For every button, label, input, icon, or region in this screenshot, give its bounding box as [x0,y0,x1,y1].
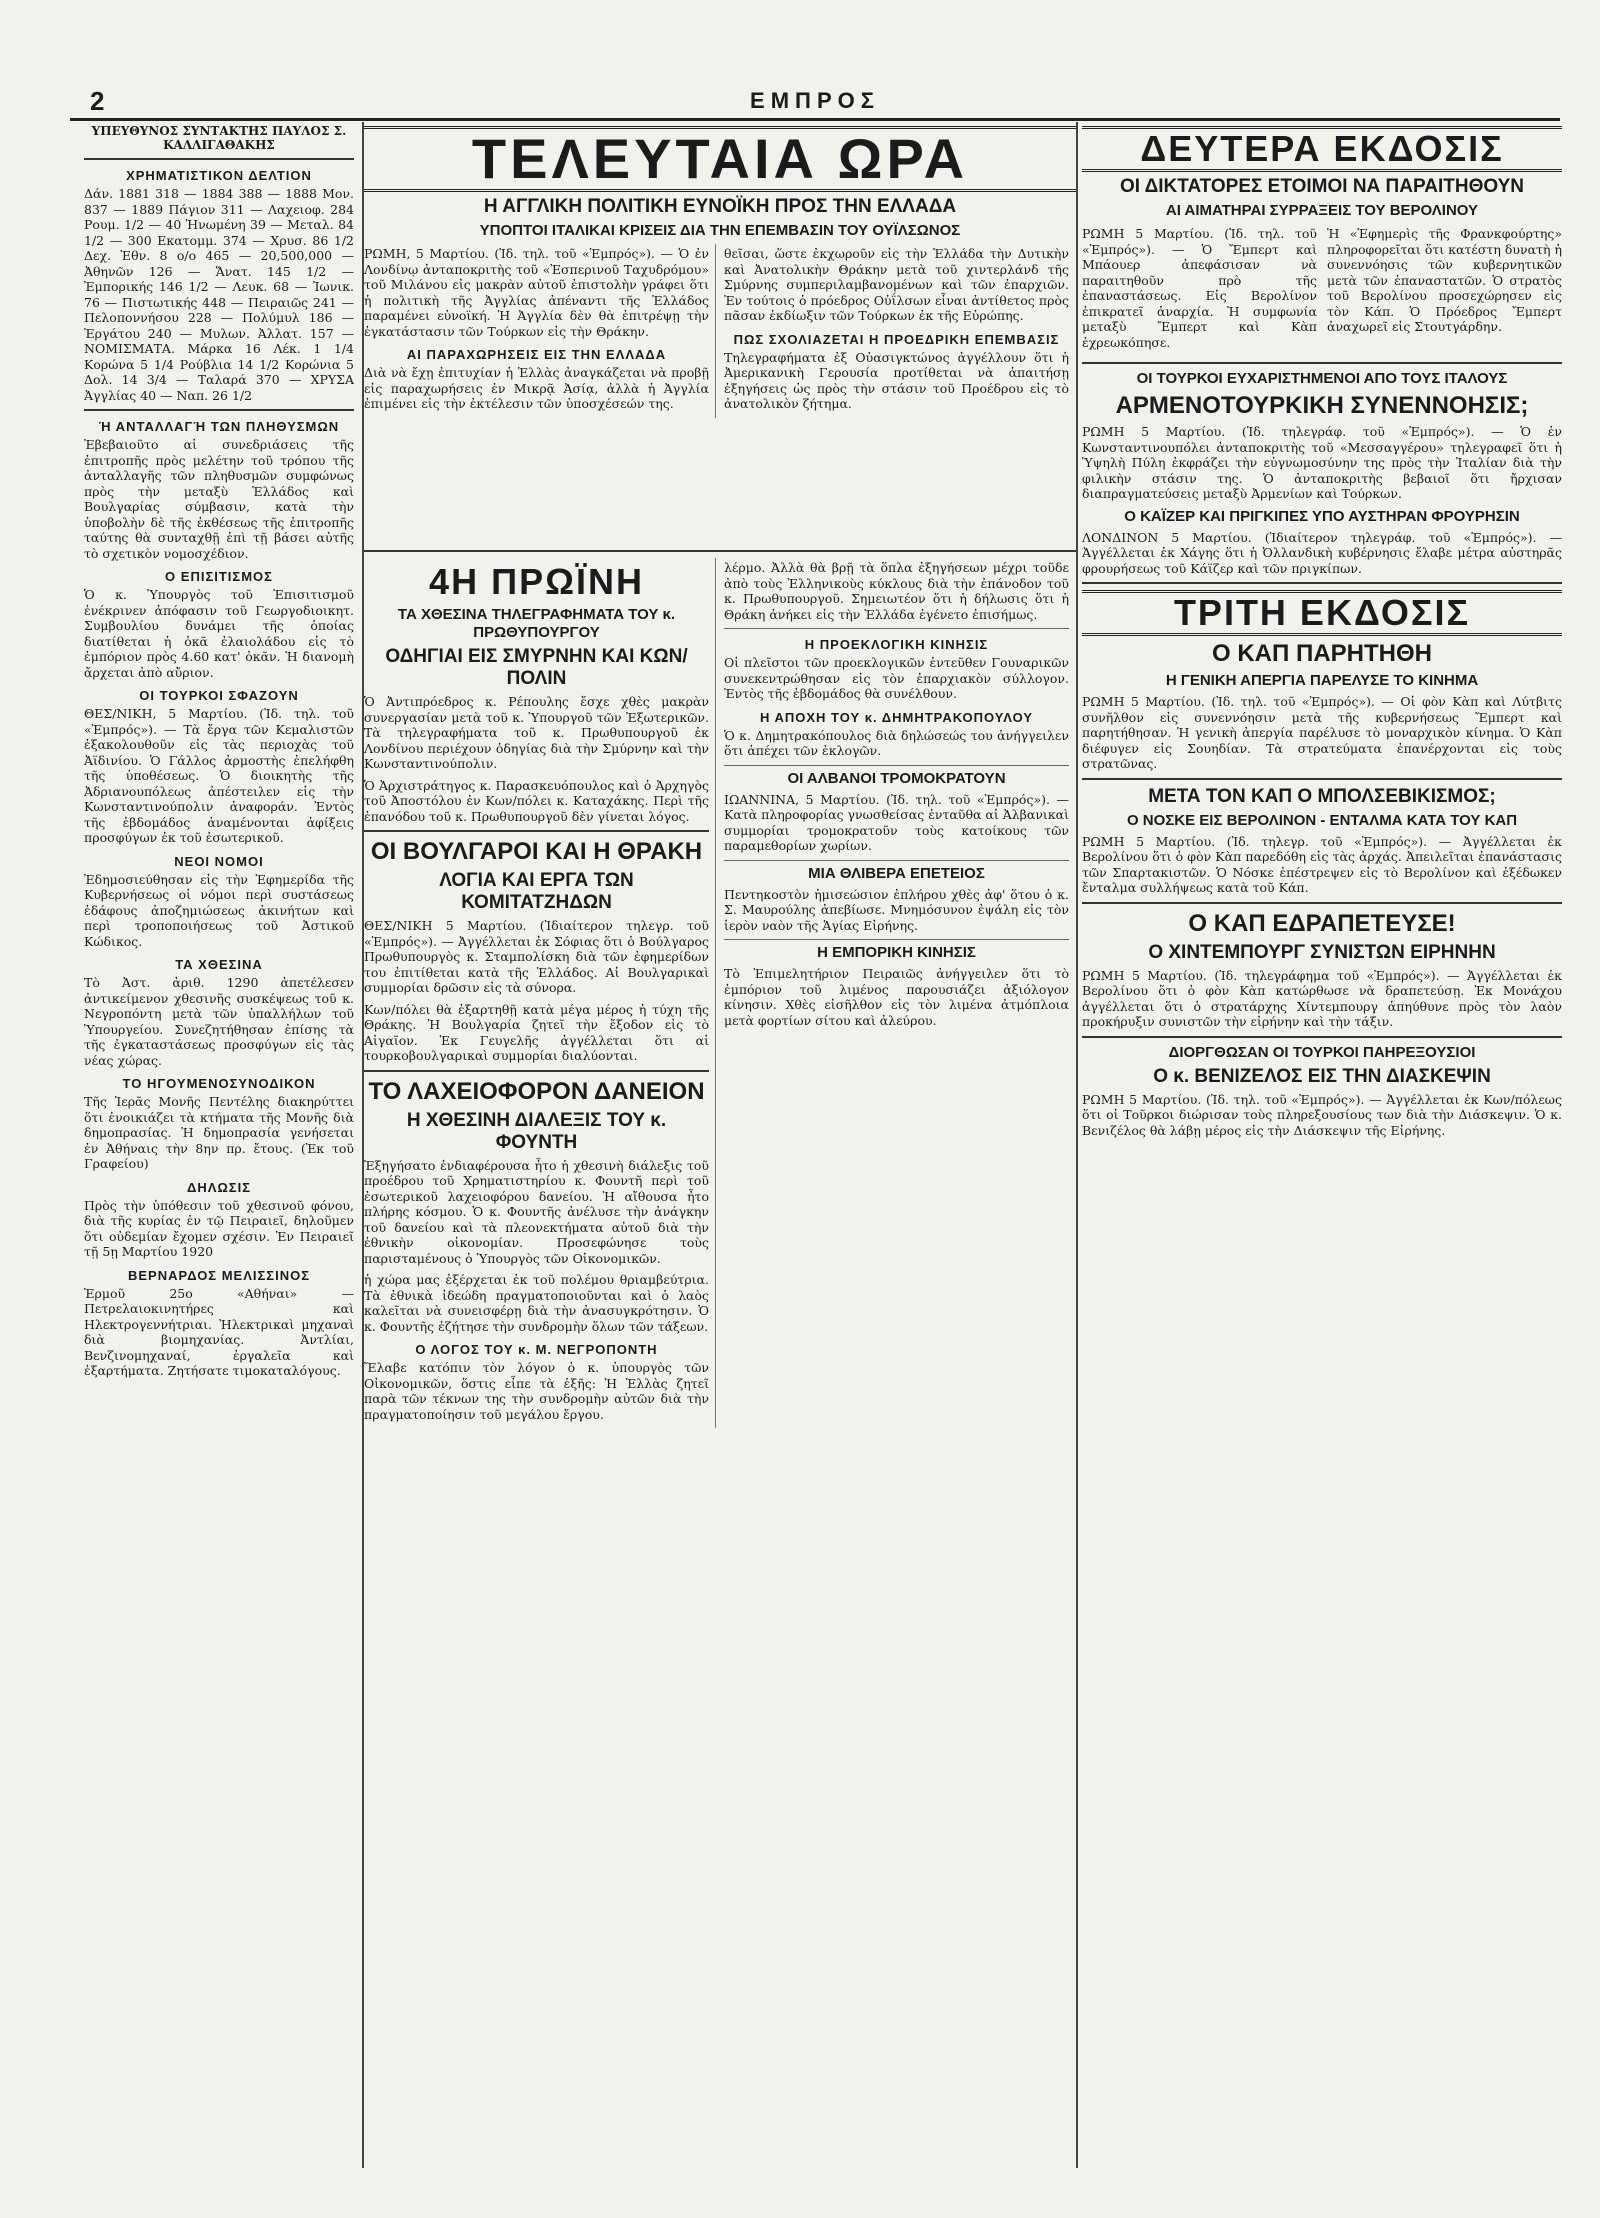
article-text: Τὸ Ἐπιμελητήριον Πειραιῶς ἀνήγγειλεν ὅτι τὸ ἐμπόριον τοῦ λιμένος παρουσιάζει ἀξιόλογον κίνησιν. Χθὲς εἰσῆλθον εἰς τὸν λιμένα ἀτμόπλοια μετὰ φορτίων σίτου καὶ ἀλεύρου. [724,966,1069,1028]
banner-second-edition: ΔΕΥΤΕΡΑ ΕΚΔΟΣΙΣ [1082,126,1562,172]
article-subhead: ΠΩΣ ΣΧΟΛΙΑΖΕΤΑΙ Η ΠΡΟΕΔΡΙΚΗ ΕΠΕΜΒΑΣΙΣ [733,331,1060,347]
article-text: ΡΩΜΗ 5 Μαρτίου. (Ἰδ. τηλ. τοῦ «Ἐμπρός»). — Ἀγγέλλεται ἐκ Κων/πόλεως ὅτι οἱ Τοῦρκοι διώρισαν τοὺς πληρεξουσίους των διὰ τὴν Διάσκεψιν. Ὁ κ. Βενιζέλος θὰ λάβῃ μέρος εἰς τὴν Διάσκεψιν τῆς Εἰρήνης. [1082,1091,1562,1138]
article-headline: ΟΙ ΔΙΚΤΑΤΟΡΕΣ ΕΤΟΙΜΟΙ ΝΑ ΠΑΡΑΙΤΗΘΟΥΝ [1119,176,1525,197]
banner-morning: 4Η ΠΡΩΪΝΗ [429,561,644,602]
section-text: Ἐδημοσιεύθησαν εἰς τὴν Ἐφημερίδα τῆς Κυβερνήσεως οἱ νόμοι περὶ συστάσεως ἐδάφους ἀποζημιώσεως ἀκινήτων καὶ περὶ τροποποιήσεως τοῦ Ἀστικοῦ Κώδικος. [84,871,354,949]
article-text: Οἱ πλεῖστοι τῶν προεκλογικῶν ἐντεῦθεν Γουναρικῶν συνεκεντρώθησαν εἰς τὸν ἐπαρχιακὸν σύλλογον. Ἐντὸς τῆς ἑβδομάδος θὰ συνέλθουν. [724,655,1069,701]
column-left [84,122,364,2168]
article-headline: ΟΔΗΓΙΑΙ ΕΙΣ ΣΜΥΡΝΗΝ ΚΑΙ ΚΩΝ/ΠΟΛΙΝ [385,646,688,689]
article-text: λέρμο. Ἀλλὰ θὰ βρῇ τὰ ὅπλα ἐξηγήσεων μέχρι τοῦδε ἀπὸ τοὺς Ἑλληνικοὺς κύκλους διὰ τὴν ἐπάνοδον τοῦ κ. Πρωθυπουργοῦ. Σημειωτέον ὅτι ἡ δήλωσις ὅτι ἡ Θράκη ἀνήκει εἰς τὴν Ἑλλάδα ἐγένετο ἐπισήμως. [724,560,1069,622]
article-text: Ἐξηγήσατο ἐνδιαφέρουσα ἦτο ἡ χθεσινὴ διάλεξις τοῦ προέδρου τοῦ Χρηματιστηρίου κ. Φουντῆ περὶ τοῦ ἐσωτερικοῦ λαχειοφόρου δανείου. Ἡ αἴθουσα ἦτο πλήρης κόσμου. Ὁ κ. Φουντῆς ἀνέλυσε τὴν ἀνάγκην τοῦ δανείου καὶ τὰ πλεονεκτήματα αὐτοῦ διὰ τὴν ἐθνικὴν οἰκονομίαν. Προσεφώνησε τοὺς παρισταμένους ὁ Ὑπουργὸς τῶν Οἰκονομικῶν. [364,1157,709,1266]
bulletin-heading: ΧΡΗΜΑΤΙΣΤΙΚΟΝ ΔΕΛΤΙΟΝ [126,168,312,183]
responsible-editor: ΥΠΕΥΘΥΝΟΣ ΣΥΝΤΑΚΤΗΣ ΠΑΥΛΟΣ Σ. ΚΑΛΛΙΓΑΘΑΚΗΣ [91,124,347,152]
article-subhead: Η ΑΠΟΧΗ ΤΟΥ κ. ΔΗΜΗΤΡΑΚΟΠΟΥΛΟΥ [759,709,1034,725]
article-subheadline: ΑΙ ΑΙΜΑΤΗΡΑΙ ΣΥΡΡΑΞΕΙΣ ΤΟΥ ΒΕΡΟΛΙΝΟΥ [1165,202,1479,219]
section-heading: Ή ΑΝΤΑΛΛΑΓΉ ΤΩΝ ΠΛΗΘΥΣΜΩΝ [98,419,340,434]
article-subheadline: Ο ΚΑΪΖΕΡ ΚΑΙ ΠΡΙΓΚΙΠΕΣ ΥΠΟ ΑΥΣΤΗΡΑΝ ΦΡΟΥΡΗΣΙΝ [1124,507,1520,525]
section-text: Τὸ Ἀστ. ἀριθ. 1290 ἀπετέλεσεν ἀντικείμενον χθεσινῆς συσκέψεως τοῦ κ. Νεγροπόντη μετὰ τῶν ὑπαλλήλων τοῦ Ὑπουργείου. Συνεζητήθησαν ἐπίσης τὰ τῆς ἐγκαταστάσεως προσφύγων εἰς τὰς νέας χώρας. [84,975,354,1068]
banner-third-edition: ΤΡΙΤΗ ΕΚΔΟΣΙΣ [1082,590,1562,636]
section-heading: ΟΙ ΤΟΥΡΚΟΙ ΣΦΑΖΟΥΝ [139,688,299,703]
article-text: ΘΕΣ/ΝΙΚΗ 5 Μαρτίου. (Ἰδιαίτερον τηλεγρ. τοῦ «Ἐμπρός»). — Ἀγγέλλεται ἐκ Σόφιας ὅτι ὁ Βούλγαρος Πρωθυπουργὸς κ. Σταμπολίσκη διὰ τῶν ἐφημερίδων του ἐπιτίθεται κατὰ τῆς Ἑλλάδος. Αἱ Βουλγαρικαὶ συμμορίαι δρῶσιν εἰς τὰ σύνορα. [364,918,709,995]
article-text: Ὁ Ἀντιπρόεδρος κ. Ρέπουλης ἔσχε χθὲς μακρὰν συνεργασίαν μετὰ τοῦ κ. Ὑπουργοῦ τῶν Ἐξωτερικῶν. Τὰ τηλεγραφήματα τοῦ κ. Πρωθυπουργοῦ ἐκ Λονδίνου περιέχουν ὁδηγίας διὰ τὴν Σμύρνην καὶ τὴν Κωνσταντινούπολιν. [364,694,709,771]
article-headline: ΑΡΜΕΝΟΤΟΥΡΚΙΚΗ ΣΥΝΕΝΝΟΗΣΙΣ; [1115,392,1529,419]
article-subheadline: ΥΠΟΠΤΟΙ ΙΤΑΛΙΚΑΙ ΚΡΙΣΕΙΣ ΔΙΑ ΤΗΝ ΕΠΕΜΒΑΣΙΝ ΤΟΥ ΟΥΪΛΣΩΝΟΣ [479,222,961,239]
article-text: Διὰ νὰ ἔχῃ ἐπιτυχίαν ἡ Ἑλλὰς ἀναγκάζεται νὰ προβῇ εἰς παραχωρήσεις ἐν Μικρᾷ Ἀσίᾳ, ἀλλὰ ἡ Ἀγγλία ἐπιμένει εἰς τὴν ἐκτέλεσιν τῶν ὑποσχέσεών της. [364,365,709,411]
section-heading: Ο ΕΠΙΣΙΤΙΣΜΟΣ [165,569,273,584]
article-subheadline: ΟΙ ΤΟΥΡΚΟΙ ΕΥΧΑΡΙΣΤΗΜΕΝΟΙ ΑΠΟ ΤΟΥΣ ΙΤΑΛΟΥΣ [1136,370,1508,387]
article-text: ΡΩΜΗ 5 Μαρτίου. (Ἰδ. τηλ. τοῦ «Ἐμπρός»). — Ὁ Ἔμπερτ καὶ Μπάουερ ἀπεφάσισαν νὰ παραιτηθοῦν πρὸ τῆς ἐπαναστάσεως. Εἰς Βερολίνον ἐπικρατεῖ ἀναρχία. Ἡ συμφωνία μεταξὺ Ἔμπερτ καὶ Κὰπ ἐχρεωκόπησε. [1082,226,1317,350]
article-headline: ΜΙΑ ΘΛΙΒΕΡΑ ΕΠΕΤΕΙΟΣ [808,864,985,882]
section-heading: ΤΟ ΗΓΟΥΜΕΝΟΣΥΝΟΔΙΚΟΝ [122,1076,316,1091]
article-text: ΙΩΑΝΝΙΝΑ, 5 Μαρτίου. (Ἰδ. τηλ. τοῦ «Ἐμπρός»). — Κατὰ πληροφορίας γνωσθείσας ἐνταῦθα αἱ Ἀλβανικαὶ συμμορίαι τρομοκρατοῦν τοὺς κατοίκους τῶν παραμεθορίων χωρίων. [724,791,1069,853]
page-number: 2 [90,86,105,116]
article-subheadline: Ο ΧΙΝΤΕΜΠΟΥΡΓ ΣΥΝΙΣΤΩΝ ΕΙΡΗΝΗΝ [1148,941,1496,963]
article-headline: Ο ΚΑΠ ΠΑΡΗΤΗΘΗ [1212,640,1432,667]
article-headline: ΟΙ ΑΛΒΑΝΟΙ ΤΡΟΜΟΚΡΑΤΟΥΝ [787,769,1006,787]
article-text: Ὁ κ. Δημητρακόπουλος διὰ δηλώσεώς του ἀνήγγειλεν ὅτι ἀπέχει τῶν ἐκλογῶν. [724,727,1069,758]
section-heading: ΒΕΡΝΑΡΔΟΣ ΜΕΛΙΣΣΙΝΟΣ [127,1267,311,1283]
article-text: ΡΩΜΗ 5 Μαρτίου. (Ἰδ. τηλεγρ. τοῦ «Ἐμπρός»). — Ἀγγέλλεται ἐκ Βερολίνου ὅτι ὁ φὸν Κὰπ παρεδόθη εἰς τὰς ἀρχάς. Ἀπειλεῖται ἐπανάστασις τῶν Σπαρτακιστῶν. Ὁ Νόσκε ἐπέστρεψεν εἰς τὸ Βερολίνον καὶ ἐξέδωκεν ἔνταλμα συλλήψεως κατὰ τοῦ Κάπ. [1082,833,1562,895]
article-text: Ὁ Ἀρχιστράτηγος κ. Παρασκευόπουλος καὶ ὁ Ἀρχηγὸς τοῦ Ἀποστόλου ἐν Κων/πόλει κ. Καταχάκης. Περὶ τῆς ἐπανόδου τοῦ κ. Πρωθυπουργοῦ δὲν γίνεται λόγος. [364,777,709,824]
section-text: Ἐβεβαιοῦτο αἱ συνεδριάσεις τῆς ἐπιτροπῆς πρὸς μελέτην τοῦ τρόπου τῆς ἀνταλλαγῆς τῶν πληθυσμῶν συμφώνως πρὸς τὴν μεταξὺ Ἑλλάδος καὶ Βουλγαρίας σύμβασιν, κατὰ τὴν ὑποβολὴν δὲ τῆς ἐκθέσεως τῆς ἐπιτροπῆς ταύτης θὰ συνταχθῇ ἐπὶ τῇ βάσει αὐτῆς τὸ σχετικὸν νομοσχέδιον. [84,437,354,561]
article-text: Τηλεγραφήματα ἐξ Οὐασιγκτώνος ἀγγέλλουν ὅτι ἡ Ἀμερικανικὴ Γερουσία προτίθεται νὰ ἀπαιτήσῃ ἐξηγήσεις ὡς πρὸς τὴν στάσιν τοῦ Προέδρου εἰς τὸ ἀνατολικὸν ζήτημα. [724,349,1069,411]
section-text: Ὁ κ. Ὑπουργὸς τοῦ Ἐπισιτισμοῦ ἐνέκρινεν ἀπόφασιν τοῦ Γεωργοδιοικητ. Συμβουλίου δυνάμει τῆς ὁποίας διατίθεται ἡ ὀκᾶ ἐλαιολάδου εἰς τὸ ἐμπόριον πρὸς 4.60 κατ' ὀκᾶν. Ἡ διανομὴ ἄρχεται ἀπὸ αὔριον. [84,587,354,680]
section-heading: ΤΑ ΧΘΕΣΙΝΑ [175,957,263,972]
article-text: Πεντηκοστὸν ἡμισεώσιον ἐπλήρου χθὲς ἀφ' ὅτου ὁ κ. Σ. Μαυρούλης ἀπεβίωσε. Μνημόσυνον ἐψάλη εἰς τὸν ἱερὸν ναὸν τῆς Ἁγίας Εἰρήνης. [724,886,1069,933]
column-center [364,122,1078,2168]
article-subheadline: Ο ΝΟΣΚΕ ΕΙΣ ΒΕΡΟΛΙΝΟΝ - ΕΝΤΑΛΜΑ ΚΑΤΑ ΤΟΥ ΚΑΠ [1126,811,1518,829]
article-headline: ΟΙ ΒΟΥΛΓΑΡΟΙ ΚΑΙ Η ΘΡΑΚΗ [370,838,703,865]
column-right [1082,122,1562,2168]
section-heading: ΝΕΟΙ ΝΟΜΟΙ [174,853,264,869]
article-text: θεῖσαι, ὥστε ἐκχωροῦν εἰς τὴν Ἑλλάδα τὴν Δυτικὴν καὶ Ἀνατολικὴν Θράκην μετὰ τοῦ χιντερλάνδ τῆς Σμύρνης συμπεριλαμβανομένων καὶ τῶν ἐπαρχιῶν. Ἐν τούτοις ὁ πρόεδρος Οὐΐλσων εἶναι ἀντίθετος πρὸς πᾶσαν ἐκδίωξιν τῶν Τούρκων ἐκ τῆς Εὐρώπης. [724,246,1069,323]
section-heading: ΔΗΛΩΣΙΣ [186,1179,252,1195]
article-text: ΡΩΜΗ, 5 Μαρτίου. (Ἰδ. τηλ. τοῦ «Ἐμπρός»). — Ὁ ἐν Λονδίνῳ ἀνταποκριτὴς τοῦ «Ἐσπερινοῦ Ταχυδρόμου» τοῦ Μιλάνου εἰς μακρὰν αὐτοῦ ἐπιστολὴν γράφει ὅτι ἡ πολιτικὴ τῆς Ἀγγλίας ἀπέναντι τῆς Ἑλλάδος παραμένει εὐνοϊκή. Ἡ Ἀγγλία δὲν θὰ ἐπιτρέψῃ τὴν ἐγκατάστασιν τῶν Τούρκων εἰς τὴν Θράκην. [364,246,709,339]
section-text: ΘΕΣ/ΝΙΚΗ, 5 Μαρτίου. (Ἰδ. τηλ. τοῦ «Ἐμπρός»). — Τὰ ἔργα τῶν Κεμαλιστῶν ἐξακολουθοῦν εἰς τὰς περιοχὰς τοῦ Ἀϊδινίου. Ὁ Γάλλος ἀρμοστὴς ἐπελήφθη τῆς ὑποθέσεως. Ὁ διοικητὴς τῆς Ἀδριανουπόλεως ἀπέστειλεν εἰς τὴν Κωνσταντινούπολιν ἀναφοράν. Ἐντὸς τῆς ἑβδομάδος ἀναμένονται ἀφίξεις προσφύγων ἐκ τοῦ ἐσωτερικοῦ. [84,706,354,845]
article-headline: Ο κ. ΒΕΝΙΖΕΛΟΣ ΕΙΣ ΤΗΝ ΔΙΑΣΚΕΨΙΝ [1153,1065,1491,1087]
article-headline: ΤΟ ΛΑΧΕΙΟΦΟΡΟΝ ΔΑΝΕΙΟΝ [368,1077,705,1105]
article-subheadline: ΤΑ ΧΘΕΣΙΝΑ ΤΗΛΕΓΡΑΦΗΜΑΤΑ ΤΟΥ κ. ΠΡΩΘΥΠΟΥΡΓΟΥ [397,606,676,641]
article-headline: Ο ΚΑΠ ΕΔΡΑΠΕΤΕΥΣΕ! [1188,909,1456,937]
article-subheadline: ΔΙΟΡΓΘΩΣΑΝ ΟΙ ΤΟΥΡΚΟΙ ΠΑΗΡΕΞΟΥΣΙΟΙ [1168,1043,1476,1061]
article-text: ΛΟΝΔΙΝΟΝ 5 Μαρτίου. (Ἰδιαίτερον τηλεγράφ. τοῦ «Ἐμπρός»). — Ἀγγέλλεται ἐκ Χάγης ὅτι ἡ Ὀλλανδικὴ κυβέρνησις ἔλαβε μέτρα αὐστηρᾶς φρουρήσεως τοῦ Κάϊζερ καὶ τῶν πριγκίπων. [1082,529,1562,576]
article-text: Κων/πόλει θὰ ἐξαρτηθῇ κατὰ μέγα μέρος ἡ τύχη τῆς Θράκης. Ἡ Βουλγαρία ζητεῖ τὴν ἔξοδον εἰς τὸ Αἰγαῖον. Ἐκ Γευγελῆς ἀγγέλλεται ὅτι αἱ τουρκοβουλγαρικαὶ συμμορίαι διαλύονται. [364,1001,709,1063]
article-text: ΡΩΜΗ 5 Μαρτίου. (Ἰδ. τηλεγράφ. τοῦ «Ἐμπρός»). — Ὁ ἐν Κωνσταντινουπόλει ἀνταποκριτὴς τοῦ «Μεσσαγγέρου» τηλεγραφεῖ ὅτι ἡ Ὑψηλὴ Πύλη ἐκφράζει τὴν εὐγνωμοσύνην της πρὸς τὴν Ἰταλίαν διὰ τὴν φιλικὴν στάσιν της. Ὁ ἀνταποκριτὴς βεβαιοῖ ὅτι ἤρχισαν διαπραγματεύσεις μεταξὺ Ἀρμενίων καὶ Τούρκων. [1082,424,1562,501]
article-subhead: Ο ΛΟΓΟΣ ΤΟΥ κ. Μ. ΝΕΓΡΟΠΟΝΤΗ [415,1342,658,1357]
bulletin-text: Δάν. 1881 318 — 1884 388 — 1888 Μον. 837 — 1889 Πάγιον 311 — Λαχειοφ. 284 Ρουμ. 1/2 — 40 Ἠνωμένη 39 — Μεταλ. 84 1/2 — 300 Εκατομμ. 374 — Χρυσ. 86 1/2 Δεχ. Ἐθν. 8 ο/ο 465 — 20,500,000 — Ἀθηνῶν 126 — Ἄνατ. 145 1/2 — Ἐμπορικής 146 1/2 — Λευκ. 68 — Ἰωνικ. 76 — Πιστωτικής 448 — Πειραιῶς 241 — Πελοποννήσου 228 — Πολύμυλ 186 — Ἐργάτου 240 — Μυλων. Ἀλλατ. 157 — ΝΟΜΙΣΜΑΤΑ. Μάρκα 16 Λέκ. 1 1/4 Κορώνα 5 1/4 Ρούβλια 14 1/2 Κορώνια 5 Δολ. 14 3/4 — Ταλαρά 370 — ΧΡΥΣΑ Ἀγγλίας 40 — Ναπ. 26 1/2 [84,186,354,403]
article-subheadline: Η ΓΕΝΙΚΗ ΑΠΕΡΓΙΑ ΠΑΡΕΛΥΣΕ ΤΟ ΚΙΝΗΜΑ [1165,672,1479,689]
article-subheadline: ΛΟΓΙΑ ΚΑΙ ΕΡΓΑ ΤΩΝ ΚΟΜΙΤΑΤΖΗΔΩΝ [439,870,634,913]
section-text: Πρὸς τὴν ὑπόθεσιν τοῦ χθεσινοῦ φόνου, διὰ τῆς κυρίας ἐν τῷ Πειραιεῖ, δηλοῦμεν ὅτι οὐδεμίαν ἔχομεν σχέσιν. Ἐν Πειραιεῖ τῇ 5ῃ Μαρτίου 1920 [84,1197,354,1259]
article-text: ΡΩΜΗ 5 Μαρτίου. (Ἰδ. τηλ. τοῦ «Ἐμπρός»). — Οἱ φὸν Κὰπ καὶ Λύτβιτς συνῆλθον εἰς συνεννόησιν μετὰ τῆς κυβερνήσεως Ἔμπερτ καὶ παρητήθησαν. Ἡ γενικὴ ἀπεργία παρέλυσε τὸ μοναρχικὸν κίνημα. Ὁ Κὰπ διέφυγεν εἰς Σουηδίαν. Τὰ στρατεύματα ἐπανέρχονται εἰς τοὺς στρατῶνας. [1082,694,1562,771]
banner-last-hour: ΤΕΛΕΥΤΑΙΑ ΩΡΑ [364,126,1076,192]
article-text: Ἡ «Ἐφημερὶς τῆς Φρανκφούρτης» πληροφορεῖται ὅτι κατέστη δυνατὴ ἡ συνεννόησις τῶν κυβερνητικῶν μετὰ τῶν ἐπαναστατῶν. Ὁ στρατὸς τοῦ Βερολίνου προσεχώρησεν εἰς τὸν Κάπ. Ὁ Πρόεδρος Ἔμπερτ ἀναχωρεῖ εἰς Στουτγάρδην. [1327,226,1562,334]
article-subheadline: Η ΧΘΕΣΙΝΗ ΔΙΑΛΕΞΙΣ ΤΟΥ κ. ΦΟΥΝΤΗ [406,1109,667,1153]
section-text: Τῆς Ἱερᾶς Μονῆς Πεντέλης διακηρύττει ὅτι ἐνοικιάζει τὰ κτήματα τῆς Μονῆς διὰ δημοπρασίας. Ἡ δημοπρασία γενήσεται ἐν Ἀθήναις τὴν 8ην πρ. ἔτους. (Ἐκ τοῦ Γραφείου) [84,1094,354,1171]
article-subhead: ΑΙ ΠΑΡΑΧΩΡΗΣΕΙΣ ΕΙΣ ΤΗΝ ΕΛΛΑΔΑ [406,347,667,362]
article-headline: Η ΕΜΠΟΡΙΚΗ ΚΙΝΗΣΙΣ [817,944,976,961]
article-text: ΡΩΜΗ 5 Μαρτίου. (Ἰδ. τηλεγράφημα τοῦ «Ἐμπρός»). — Ἀγγέλλεται ἐκ Βερολίνου ὅτι ὁ φὸν Κὰπ κατώρθωσε νὰ δραπετεύσῃ. Ἐκ Μονάχου ἀγγέλλεται ὅτι ὁ στρατάρχης Χίντεμπουργ ἀπηύθυνε πρὸς τὸν λαὸν προκήρυξιν συνιστῶν τὴν εἰρήνην καὶ τὴν τάξιν. [1082,967,1562,1029]
article-subhead: Η ΠΡΟΕΚΛΟΓΙΚΗ ΚΙΝΗΣΙΣ [804,637,989,652]
article-headline: ΜΕΤΑ ΤΟΝ ΚΑΠ Ο ΜΠΟΛΣΕΒΙΚΙΣΜΟΣ; [1148,785,1496,807]
masthead [70,88,1560,121]
section-text: Ἑρμοῦ 25ο «Αθήναι» — Πετρελαιοκινητήρες καὶ Ηλεκτρογεννήτριαι. Ἠλεκτρικαὶ μηχαναὶ διὰ βιομηχανίας. Ἀντλίαι, Βενζινομηχαναί, ἐργαλεῖα καὶ ἐξαρτήματα. Ζητήσατε τιμοκαταλόγους. [84,1285,354,1378]
article-text: Ἔλαβε κατόπιν τὸν λόγον ὁ κ. ὑπουργὸς τῶν Οἰκονομικῶν, ὅστις εἶπε τὰ ἑξῆς: Ἡ Ἑλλὰς ζητεῖ παρὰ τῶν τέκνων της τὴν συνδρομὴν αὐτῶν διὰ τὴν πραγματοποίησιν τοῦ μεγάλου ἔργου. [364,1360,709,1422]
newspaper-title: ΕΜΠΡΟΣ [750,88,880,113]
article-headline: Η ΑΓΓΛΙΚΗ ΠΟΛΙΤΙΚΗ ΕΥΝΟΪΚΗ ΠΡΟΣ ΤΗΝ ΕΛΛΑΔΑ [483,196,957,217]
article-text: ἡ χώρα μας ἐξέρχεται ἐκ τοῦ πολέμου θριαμβεύτρια. Τὰ ἐθνικὰ ἰδεώδη πραγματοποιοῦνται καὶ ὁ λαὸς καλεῖται νὰ συνεισφέρῃ διὰ τὴν ἀνασυγκρότησιν. Ὁ κ. Φουντῆς ἐζήτησε τὴν συνδρομὴν ὅλων τῶν τάξεων. [364,1272,709,1334]
